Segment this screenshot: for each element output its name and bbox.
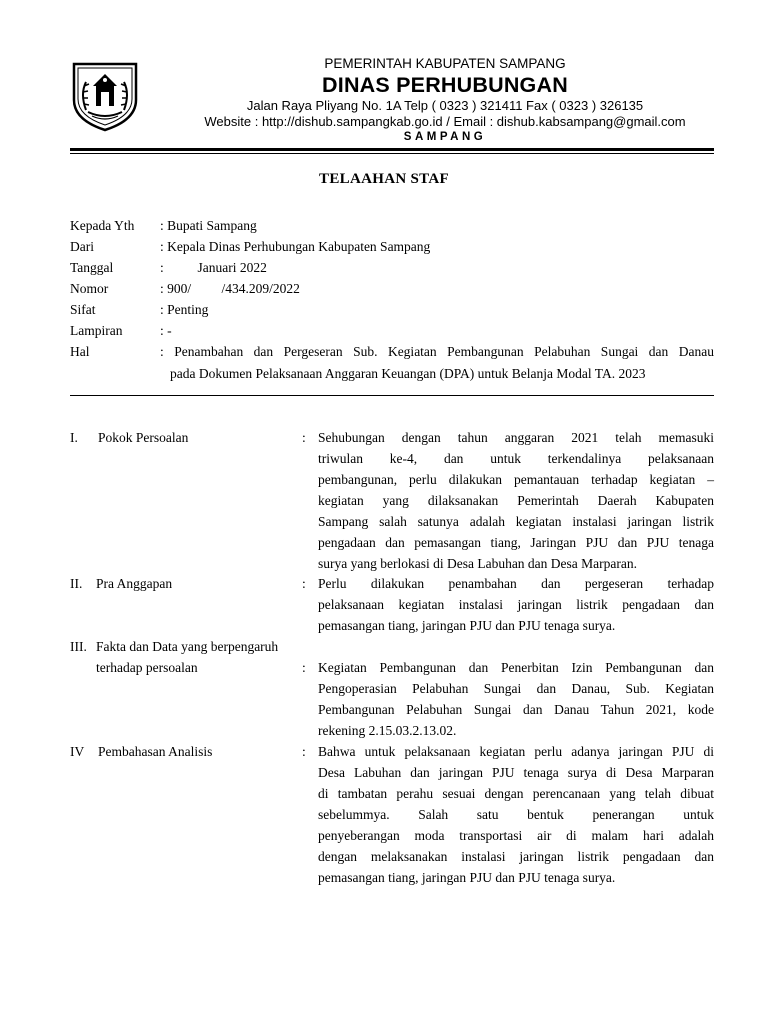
- text-line: Perlu dilakukan penambahan dan pergeseran terhadap: [318, 576, 714, 591]
- section-body: [318, 657, 714, 741]
- section-number: I.: [70, 430, 78, 445]
- letterhead-divider-thin: [70, 153, 714, 154]
- letterhead: [150, 56, 740, 145]
- field-value: : Januari 2022: [160, 260, 267, 275]
- field-label: Nomor: [70, 281, 109, 296]
- section-colon: :: [302, 576, 306, 591]
- text-line: Desa Labuhan dan jaringan PJU tenaga surya di Desa Marparan: [318, 765, 714, 780]
- field-label: Kepada Yth: [70, 218, 135, 233]
- field-hal-value-line-1: : Penambahan dan Pergeseran Sub. Kegiatan Pembangunan Pelabuhan Sungai dan Danau: [160, 344, 714, 359]
- section-title-line-2: terhadap persoalan: [96, 660, 198, 675]
- section-number: III.: [70, 639, 87, 654]
- field-value: : Kepala Dinas Perhubungan Kabupaten Sampang: [160, 239, 431, 254]
- section-body: [318, 741, 714, 888]
- section-colon: :: [302, 660, 306, 675]
- field-value: : -: [160, 323, 172, 338]
- text-line: kegiatan yang dilaksanakan Pemerintah Daerah Kabupaten: [318, 493, 714, 508]
- section-divider: [70, 395, 714, 396]
- text-line: rekening 2.15.03.2.13.02.: [318, 723, 457, 738]
- text-line: pemasangan tiang, jaringan PJU dan PJU tenaga surya.: [318, 870, 616, 885]
- field-label: Tanggal: [70, 260, 114, 275]
- section-body: [318, 573, 714, 636]
- document-title: TELAAHAN STAF: [319, 171, 449, 187]
- section-title: Pembahasan Analisis: [98, 744, 213, 759]
- government-name: PEMERINTAH KABUPATEN SAMPANG: [324, 56, 566, 71]
- text-line: Pengoperasian Pelabuhan Sungai dan Danau, Sub. Kegiatan: [318, 681, 714, 696]
- text-line: penyeberangan moda transportasi air di malam hari adalah: [318, 828, 714, 843]
- text-line: Pembangunan Pelabuhan Sungai dan Danau Tahun 2021, kode: [318, 702, 714, 717]
- agency-city: SAMPANG: [403, 131, 487, 143]
- agency-address: Jalan Raya Pliyang No. 1A Telp ( 0323 ) 321411 Fax ( 0323 ) 326135: [246, 98, 644, 113]
- field-value: : Bupati Sampang: [160, 218, 257, 233]
- letterhead-divider-thick: [70, 148, 714, 151]
- text-line: sebelummya. Salah satu bentuk penerangan untuk: [318, 807, 714, 822]
- field-value: : Penting: [160, 302, 209, 317]
- agency-contact: Website : http://dishub.sampangkab.go.id / Email : dishub.kabsampang@gmail.com: [204, 114, 686, 129]
- agency-name: DINAS PERHUBUNGAN: [322, 73, 568, 97]
- text-line: di tambatan perahu sesuai dengan perencanaan yang telah dibuat: [318, 786, 714, 801]
- text-line: Sampang salah satunya adalah kegiatan instalasi jaringan listrik: [318, 514, 714, 529]
- section-colon: :: [302, 744, 306, 759]
- text-line: pengadaan dan pemasangan tiang, Jaringan PJU dan PJU tenaga: [318, 535, 714, 550]
- field-label: Lampiran: [70, 323, 123, 338]
- section-body: [318, 427, 714, 574]
- section-colon: :: [302, 430, 306, 445]
- section-number: II.: [70, 576, 83, 591]
- section-title: Fakta dan Data yang berpengaruh: [96, 639, 279, 654]
- field-hal-value-line-2: pada Dokumen Pelaksanaan Anggaran Keuangan (DPA) untuk Belanja Modal TA. 2023: [170, 366, 646, 381]
- text-line: pelaksanaan kegiatan instalasi jaringan listrik pengadaan dan: [318, 597, 714, 612]
- field-label: Dari: [70, 239, 94, 254]
- section-title: Pra Anggapan: [96, 576, 173, 591]
- text-line: triwulan ke-4, dan untuk terkendalinya pelaksanaan: [318, 451, 714, 466]
- text-line: dengan melaksanakan instalasi jaringan listrik pengadaan dan: [318, 849, 714, 864]
- field-label: Sifat: [70, 302, 96, 317]
- text-line: Sehubungan dengan tahun anggaran 2021 telah memasuki: [318, 430, 714, 445]
- text-line: Kegiatan Pembangunan dan Penerbitan Izin Pembangunan dan: [318, 660, 714, 675]
- regency-crest-icon: [66, 60, 144, 132]
- section-number: IV: [70, 744, 85, 759]
- text-line: Bahwa untuk pelaksanaan kegiatan perlu adanya jaringan PJU di: [318, 744, 714, 759]
- text-line: pembangunan, perlu dilakukan pemantauan terhadap kegiatan –: [318, 472, 714, 487]
- text-line: pemasangan tiang, jaringan PJU dan PJU tenaga surya.: [318, 618, 616, 633]
- text-line: surya yang berlokasi di Desa Labuhan dan Desa Marparan.: [318, 556, 638, 571]
- field-value: : 900/ /434.209/2022: [160, 281, 300, 296]
- field-label: Hal: [70, 344, 90, 359]
- section-title: Pokok Persoalan: [98, 430, 189, 445]
